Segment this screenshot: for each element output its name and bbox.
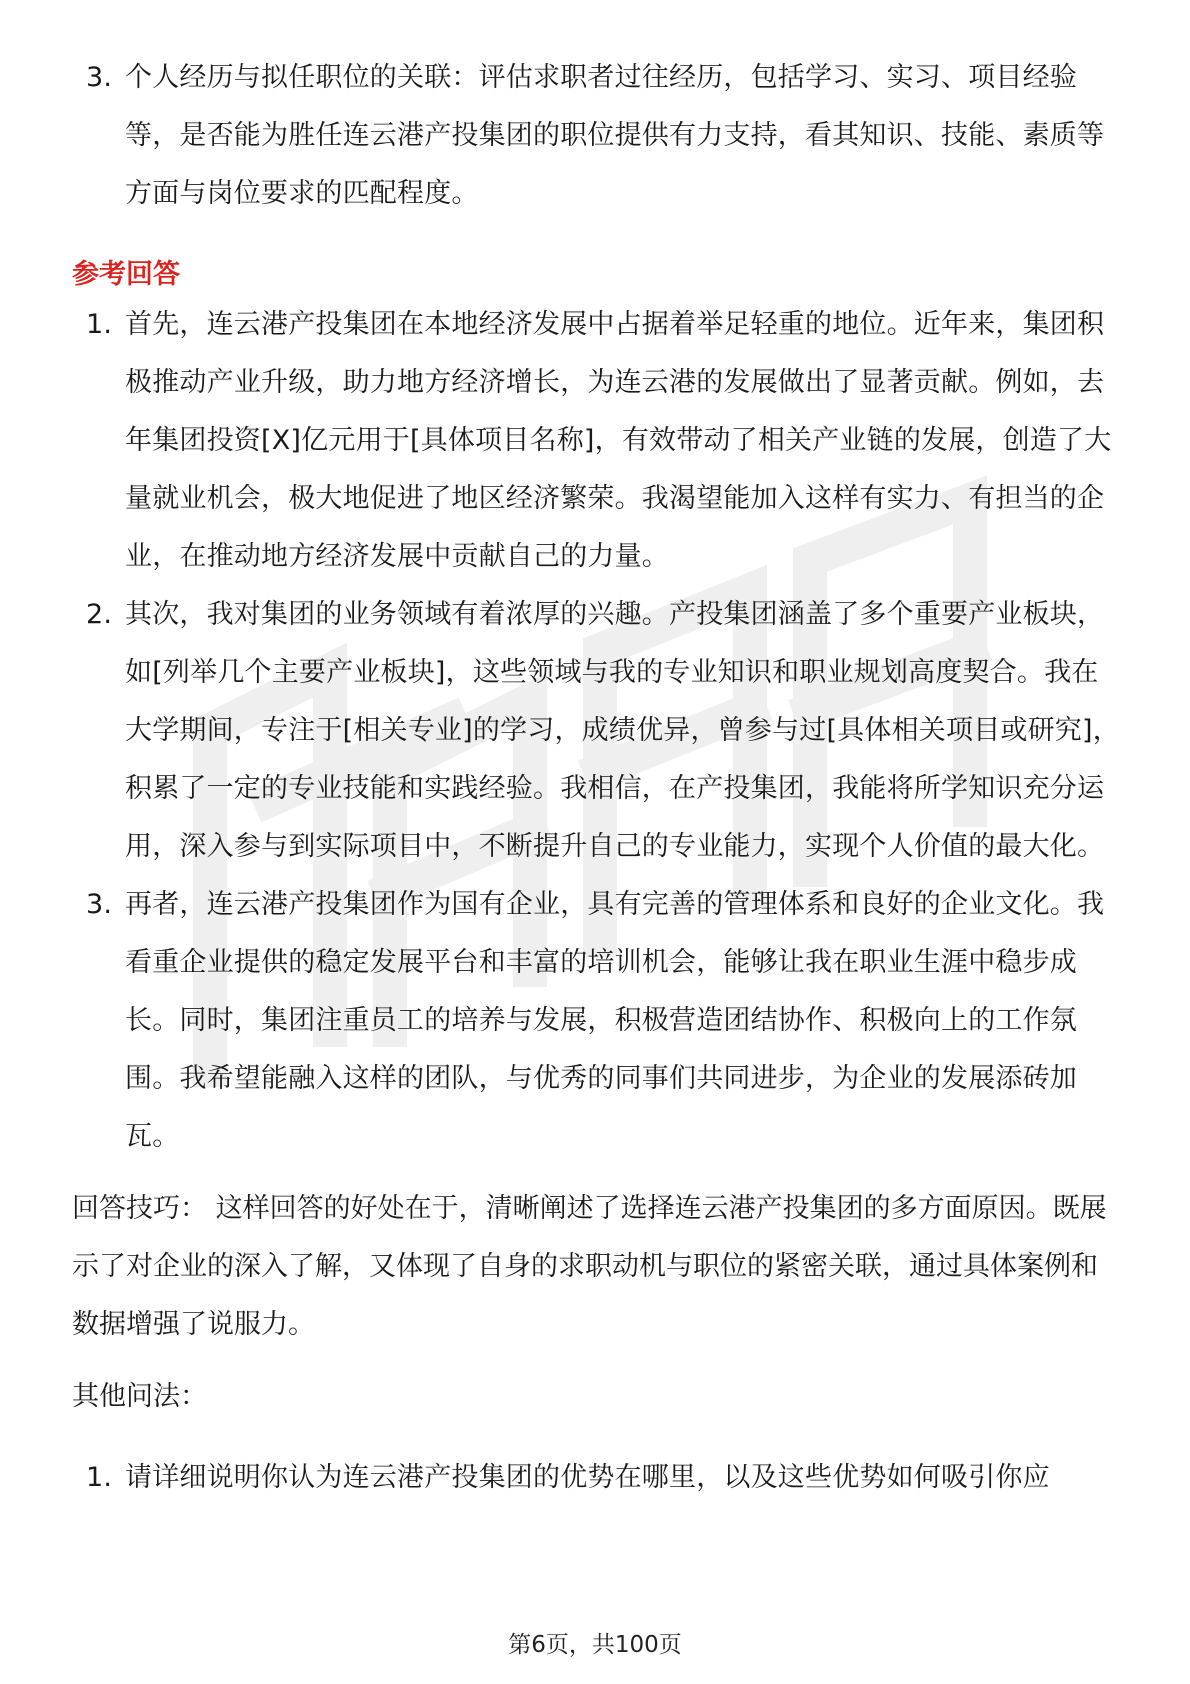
answer-tips: 回答技巧： 这样回答的好处在于，清晰阐述了选择连云港产投集团的多方面原因。既展示了对企业的深入了解，又体现了自身的求职动机与职位的紧密关联，通过具体案例和数据增强了说服力。 — [72, 1193, 1107, 1340]
other-questions-heading: 其他问法： — [72, 1381, 207, 1412]
list-item — [0, 1449, 1120, 1507]
answer-list — [0, 296, 1120, 1166]
list-item — [0, 876, 1120, 1166]
answer-heading: 参考回答 — [72, 259, 180, 290]
list-number: 3. — [86, 889, 113, 920]
previous-criteria-list — [0, 49, 1120, 223]
list-item — [0, 586, 1120, 876]
list-text: 个人经历与拟任职位的关联：评估求职者过往经历，包括学习、实习、项目经验等，是否能为胜任连云港产投集团的职位提供有力支持，看其知识、技能、素质等方面与岗位要求的匹配程度。 — [125, 62, 1105, 209]
list-number: 2. — [86, 599, 113, 630]
other-questions-list — [0, 1449, 1120, 1507]
list-item — [0, 49, 1120, 223]
list-number: 3. — [86, 62, 113, 93]
list-text: 首先，连云港产投集团在本地经济发展中占据着举足轻重的地位。近年来，集团积极推动产业升级，助力地方经济增长，为连云港的发展做出了显著贡献。例如，去年集团投资[X]亿元用于[具体项目名称]，有效带动了相关产业链的发展，创造了大量就业机会，极大地促进了地区经济繁荣。我渴望能加入这样有实力、有担当的企业，在推动地方经济发展中贡献自己的力量。 — [125, 309, 1112, 572]
list-text: 其次，我对集团的业务领域有着浓厚的兴趣。产投集团涵盖了多个重要产业板块，如[列举几个主要产业板块]，这些领域与我的专业知识和职业规划高度契合。我在大学期间，专注于[相关专业]的学习，成绩优异，曾参与过[具体相关项目或研究]，积累了一定的专业技能和实践经验。我相信，在产投集团，我能将所学知识充分运用，深入参与到实际项目中，不断提升自己的专业能力，实现个人价值的最大化。 — [125, 599, 1120, 862]
list-number: 1. — [86, 1462, 113, 1493]
page-footer: 第6页，共100页 — [508, 1632, 682, 1658]
list-number: 1. — [86, 309, 113, 340]
list-item — [0, 296, 1120, 586]
list-text: 再者，连云港产投集团作为国有企业，具有完善的管理体系和良好的企业文化。我看重企业提供的稳定发展平台和丰富的培训机会，能够让我在职业生涯中稳步成长。同时，集团注重员工的培养与发展，积极营造团结协作、积极向上的工作氛围。我希望能融入这样的团队，与优秀的同事们共同进步，为企业的发展添砖加瓦。 — [125, 889, 1105, 1152]
list-text: 请详细说明你认为连云港产投集团的优势在哪里，以及这些优势如何吸引你应 — [125, 1462, 1050, 1493]
